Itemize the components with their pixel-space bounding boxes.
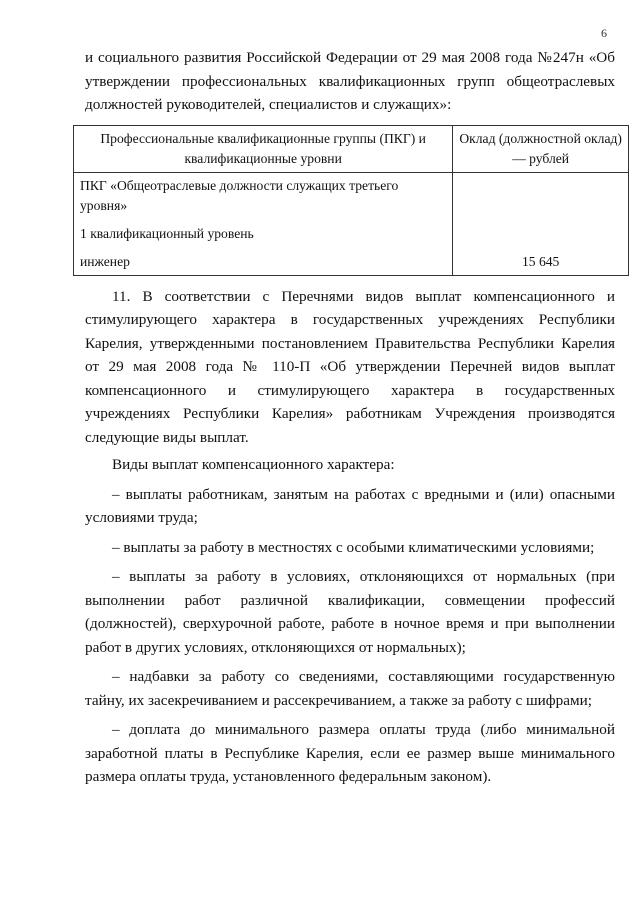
qualification-level: 1 квалификационный уровень [80,225,254,241]
compensation-item-3: – выплаты за работу в условиях, отклоняющихся от нормальных (при выполнении работ различной квалификации, совмещении профессий (должностей), сверхурочной работе, работе в ночное время и при выполнении работ в других условиях, отклоняющихся от нормальных); [85,568,615,656]
salary-value: 15 645 [453,172,629,275]
document-body [80,46,622,789]
table-row [74,172,629,275]
page-number: 6 [601,26,607,40]
pkg-group-name: ПКГ «Общеотраслевые должности служащих третьего уровня» [80,177,399,213]
compensation-item-4: – надбавки за работу со сведениями, составляющими государственную тайну, их засекречиванием и рассекречиванием, а также за работу с шифрами; [85,668,615,709]
section-11-paragraph: 11. В соответствии с Перечнями видов выплат компенсационного и стимулирующего характера в государственных учреждениях Республики Карелия, утвержденными постановлением Правительства Республики Карелия от 29 мая 2008 года № 110-П «Об утверждении Перечней видов выплат компенсационного и стимулирующего характера в государственных учреждениях Республики Карелия» работникам Учреждения производятся следующие виды выплат. [85,287,615,446]
position-name: инженер [80,253,130,269]
compensation-item-5: – доплата до минимального размера оплаты труда (либо минимальной заработной платы в Республике Карелия, если ее размер выше минимального размера оплаты труда, установленного федеральным законом). [85,721,615,785]
table-header-row [74,125,629,172]
compensation-item-2: – выплаты за работу в местностях с особыми климатическими условиями; [112,538,595,556]
salary-table [73,125,629,276]
header-salary: Оклад (должностной оклад) — рублей [453,125,629,172]
compensation-heading: Виды выплат компенсационного характера: [112,456,395,473]
header-qualification-groups: Профессиональные квалификационные группы (ПКГ) и квалификационные уровни [74,125,453,172]
intro-paragraph: и социального развития Российской Федерации от 29 мая 2008 года №247н «Об утверждении профессиональных квалификационных групп общеотраслевых должностей руководителей, специалистов и служащих»: [85,49,615,113]
compensation-item-1: – выплаты работникам, занятым на работах с вредными и (или) опасными условиями труда; [85,485,615,526]
qualification-cell [74,172,453,275]
salary-table-container [73,125,629,276]
